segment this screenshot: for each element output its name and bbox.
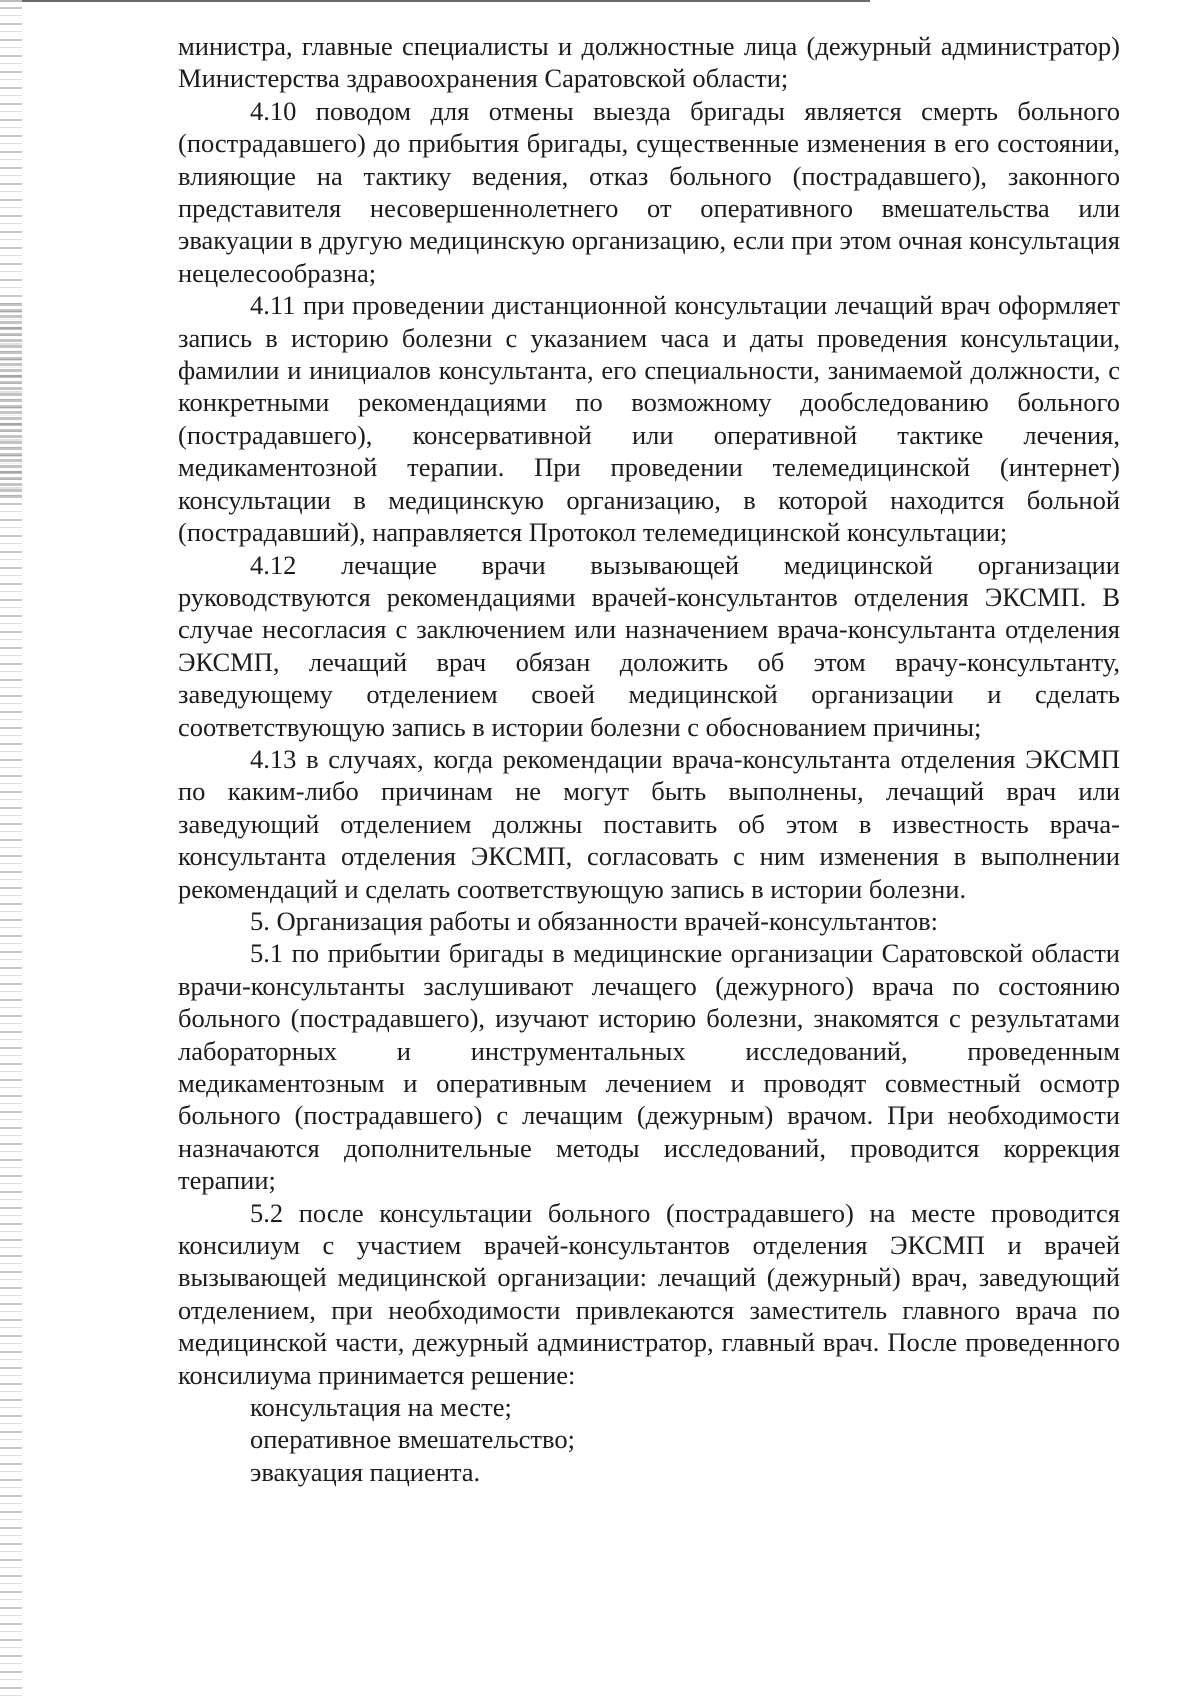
paragraph-5-2: 5.2 после консультации больного (пострадавшего) на месте проводится консилиум с участием врачей-консультантов отделения ЭКСМП и врачей вызывающей медицинской организации: лечащий (дежурный) врач, заведующий отделением, при необходимости привлекаются заместитель главного врача по медицинской части, дежурный администратор, главный врач. После проведенного консилиума принимается решение: [178, 1197, 1120, 1390]
paragraph-5-1: 5.1 по прибытии бригады в медицинские организации Саратовской области врачи-консультанты заслушивают лечащего (дежурного) врача по состоянию больного (пострадавшего), изучают историю болезни, знакомятся с результатами лабораторных и инструментальных исследований, проведенным медикаментозным и оперативным лечением и проводят совместный осмотр больного (пострадавшего) с лечащим (дежурным) врачом. При необходимости назначаются дополнительные методы исследований, проводится коррекция терапии; [178, 938, 1120, 1196]
paragraph-4-13: 4.13 в случаях, когда рекомендации врача-консультанта отделения ЭКСМП по каким-либо причинам не могут быть выполнены, лечащий врач или заведующий отделением должны поставить об этом в известность врача-консультанта отделения ЭКСМП, согласовать с ним изменения в выполнении рекомендаций и сделать соответствующую запись в истории болезни. [178, 743, 1120, 904]
decision-option: консультация на месте; [250, 1392, 512, 1423]
decision-option: оперативное вмешательство; [250, 1424, 575, 1455]
paragraph-continuation: министра, главные специалисты и должностные лица (дежурный администратор) Министерства здравоохранения Саратовской области; [178, 31, 1120, 94]
document-page [178, 30, 1120, 1488]
scan-top-border [0, 0, 870, 2]
paragraph-4-12: 4.12 лечащие врачи вызывающей медицинской организации руководствуются рекомендациями врачей-консультантов отделения ЭКСМП. В случае несогласия с заключением или назначением врача-консультанта отделения ЭКСМП, лечащий врач обязан доложить об этом врачу-консультанту, заведующему отделением своей медицинской организации и сделать соответствующую запись в истории болезни с обоснованием причины; [178, 549, 1120, 742]
scan-left-margin-noise [0, 0, 22, 1696]
paragraph-4-10: 4.10 поводом для отмены выезда бригады является смерть больного (пострадавшего) до прибытия бригады, существенные изменения в его состоянии, влияющие на тактику ведения, отказ больного (пострадавшего), законного представителя несовершеннолетнего от оперативного вмешательства или эвакуации в другую медицинскую организацию, если при этом очная консультация нецелесообразна; [178, 95, 1120, 288]
paragraph-4-11: 4.11 при проведении дистанционной консультации лечащий врач оформляет запись в историю болезни с указанием часа и даты проведения консультации, фамилии и инициалов консультанта, его специальности, занимаемой должности, с конкретными рекомендациями по возможному дообследованию больного (пострадавшего), консервативной или оперативной тактике лечения, медикаментозной терапии. При проведении телемедицинской (интернет) консультации в медицинскую организацию, в которой находится больной (пострадавший), направляется Протокол телемедицинской консультации; [178, 290, 1120, 548]
scan-left-margin-noise-dense [0, 300, 22, 500]
decision-option: эвакуация пациента. [250, 1456, 481, 1487]
decision-options-list [178, 1391, 1120, 1488]
section-5-heading: 5. Организация работы и обязанности врачей-консультантов: [250, 905, 938, 936]
